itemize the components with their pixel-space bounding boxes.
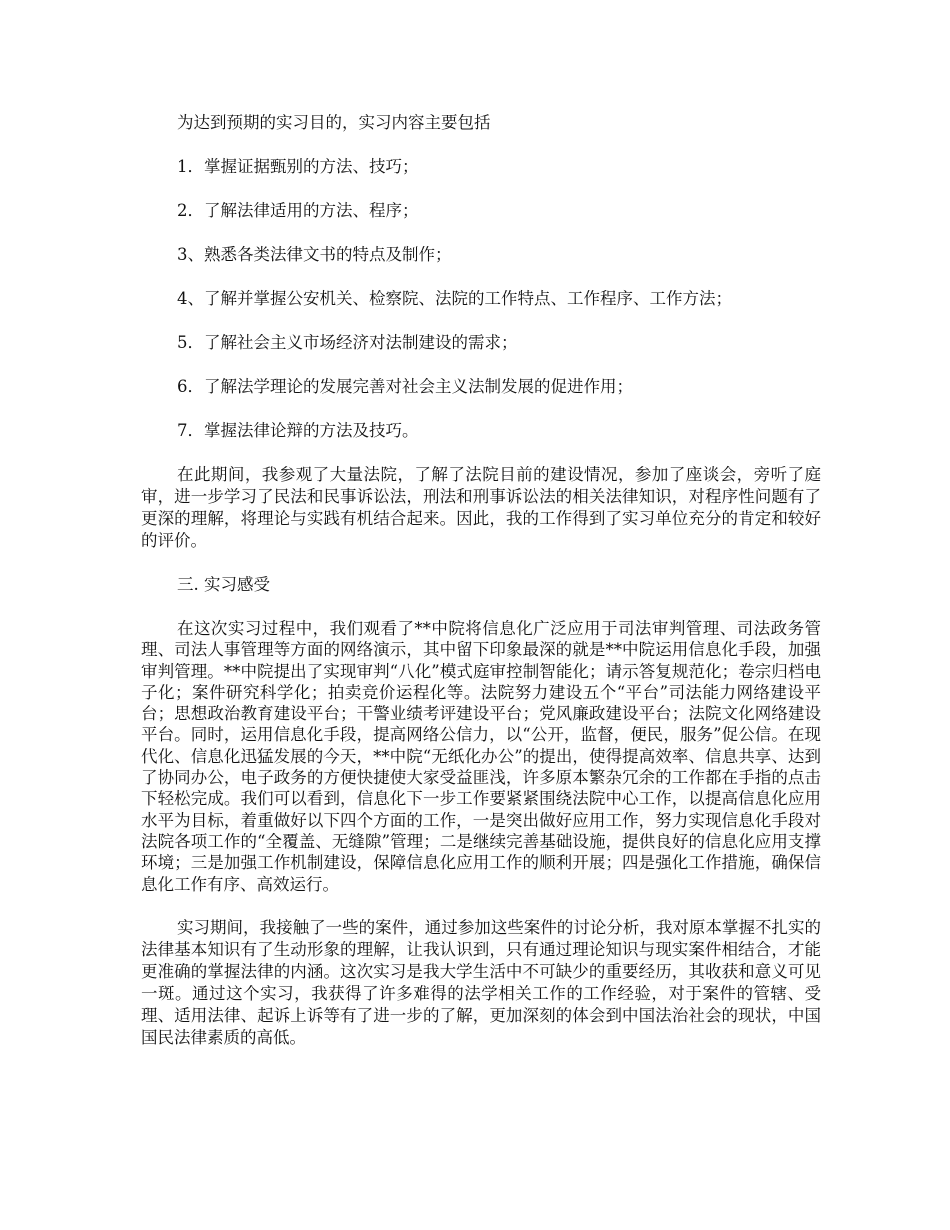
list-item: 7．掌握法律论辩的方法及技巧。 bbox=[177, 421, 419, 440]
paragraph-feelings: 在这次实习过程中，我们观看了**中院将信息化广泛应用于司法审判管理、司法政务管理、司法人事管理等方面的网络演示，其中留下印象最深的就是**中院运用信息化手段，加强审判管理。**中院提出了实现审判“八化”模式庭审控制智能化；请示答复规范化；卷宗归档电子化；案件研究科学化；拍卖竞价运程化等。法院努力建设五个“平台”司法能力网络建设平台；思想政治教育建设平台；干警业绩考评建设平台；党风廉政建设平台；法院文化网络建设平台。同时，运用信息化手段，提高网络公信力，以“公开，监督，便民，服务”促公信。在现代化、信息化迅猛发展的今天，**中院“无纸化办公”的提出，使得提高效率、信息共享、达到了协同办公，电子政务的方便快捷使大家受益匪浅，许多原本繁杂冗余的工作都在手指的点击下轻松完成。我们可以看到，信息化下一步工作要紧紧围绕法院中心工作，以提高信息化应用水平为目标，着重做好以下四个方面的工作，一是突出做好应用工作，努力实现信息化手段对法院各项工作的“全覆盖、无缝隙”管理；二是继续完善基础设施，提供良好的信息化应用支撑环境；三是加强工作机制建设，保障信息化应用工作的顺利开展；四是强化工作措施，确保信息化工作有序、高效运行。 bbox=[141, 619, 821, 894]
intro-line: 为达到预期的实习目的，实习内容主要包括 bbox=[177, 113, 491, 132]
list-item: 5．了解社会主义市场经济对法制建设的需求； bbox=[177, 333, 518, 352]
document-page bbox=[141, 112, 821, 1071]
paragraph-period: 在此期间，我参观了大量法院，了解了法院目前的建设情况，参加了座谈会，旁听了庭审，进一步学习了民法和民事诉讼法，刑法和刑事诉讼法的相关法律知识，对程序性问题有了更深的理解，将理论与实践有机结合起来。因此，我的工作得到了实习单位充分的肯定和较好的评价。 bbox=[141, 465, 821, 550]
list-item: 2．了解法律适用的方法、程序； bbox=[177, 201, 419, 220]
list-item: 6．了解法学理论的发展完善对社会主义法制发展的促进作用； bbox=[177, 377, 633, 396]
paragraph-cases: 实习期间，我接触了一些的案件，通过参加这些案件的讨论分析，我对原本掌握不扎实的法律基本知识有了生动形象的理解，让我认识到，只有通过理论知识与现实案件相结合，才能更准确的掌握法律的内涵。这次实习是我大学生活中不可缺少的重要经历，其收获和意义可见一斑。通过这个实习，我获得了许多难得的法学相关工作的工作经验，对于案件的管辖、受理、适用法律、起诉上诉等有了进一步的了解，更加深刻的体会到中国法治社会的现状，中国国民法律素质的高低。 bbox=[141, 917, 821, 1047]
list-item: 3、熟悉各类法律文书的特点及制作； bbox=[177, 245, 452, 264]
list-item: 1．掌握证据甄别的方法、技巧； bbox=[177, 157, 419, 176]
list-item: 4、了解并掌握公安机关、检察院、法院的工作特点、工作程序、工作方法； bbox=[177, 289, 732, 308]
section-heading: 三. 实习感受 bbox=[177, 575, 270, 594]
